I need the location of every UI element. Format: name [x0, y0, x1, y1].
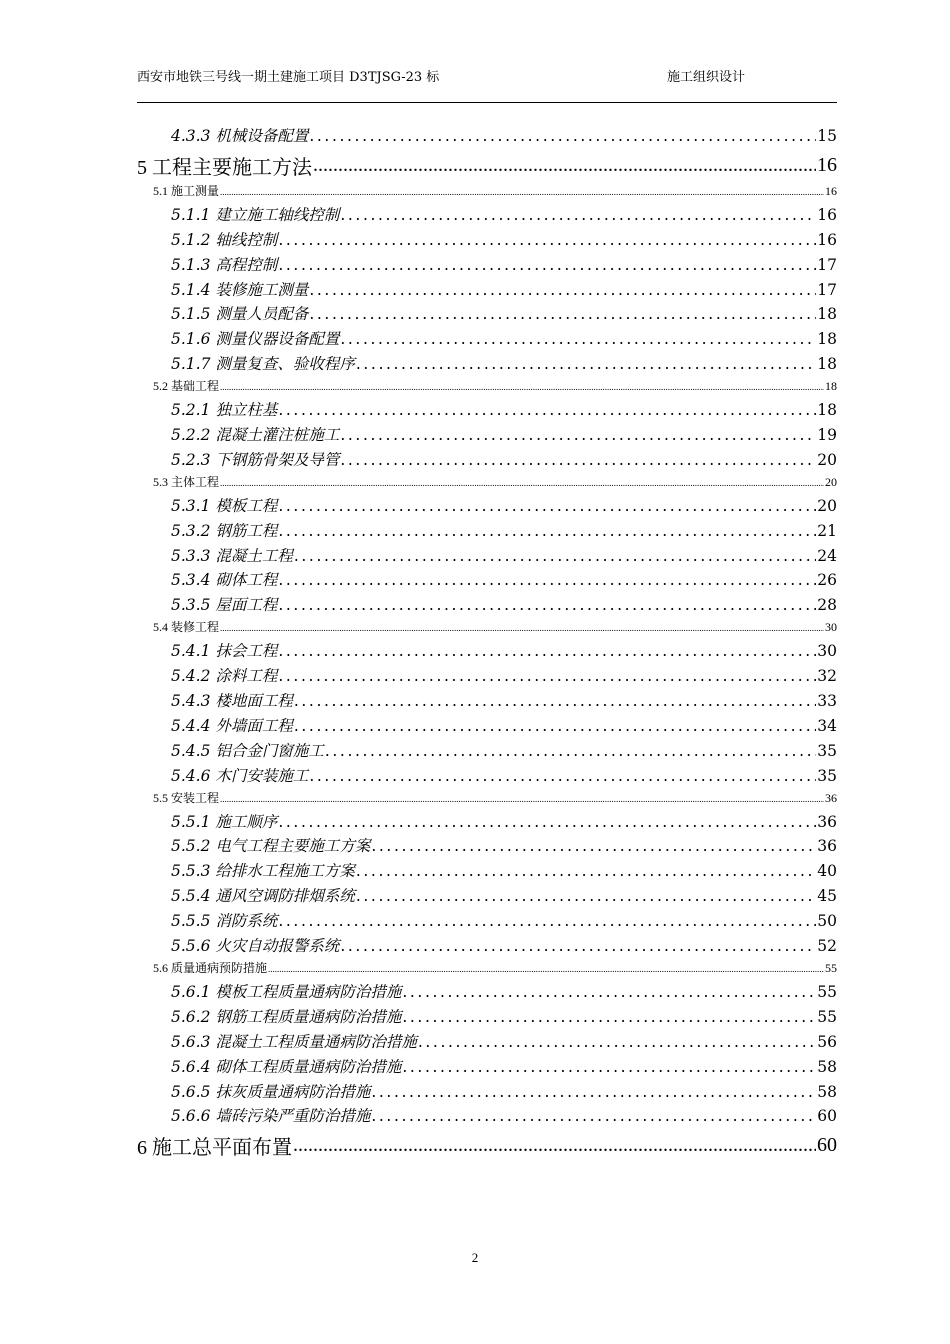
toc-entry-page: 16 [817, 205, 837, 224]
dot-leader [278, 596, 816, 614]
dot-leader [268, 964, 824, 974]
toc-entry-page: 17 [817, 280, 837, 299]
toc-entry-page: 58 [817, 1082, 837, 1101]
dot-leader [418, 1033, 816, 1051]
table-of-contents [137, 124, 837, 1162]
dot-leader [278, 667, 816, 685]
dot-leader [309, 127, 816, 145]
toc-entry-title: 5.3.4 砌体工程 [171, 571, 278, 590]
toc-subsection-link[interactable] [137, 1055, 837, 1080]
toc-entry-page: 56 [817, 1032, 837, 1051]
toc-entry-title: 5.1.3 高程控制 [171, 255, 278, 274]
toc-entry-title: 5.3 主体工程 [153, 474, 220, 489]
dot-leader [356, 862, 816, 880]
toc-section-link[interactable] [137, 473, 837, 494]
toc-entry-title: 5.5.3 给排水工程施工方案 [171, 862, 355, 881]
dot-leader [220, 382, 824, 392]
toc-subsection-link[interactable] [137, 352, 837, 377]
toc-subsection-link[interactable] [137, 664, 837, 689]
dot-leader [278, 497, 816, 515]
toc-entry-title: 5.1.5 测量人员配备 [171, 305, 309, 324]
toc-entry-page: 18 [817, 355, 837, 374]
dot-leader [278, 912, 816, 930]
toc-entry-page: 55 [825, 960, 837, 975]
toc-entry-page: 58 [817, 1057, 837, 1076]
toc-entry-page: 45 [817, 887, 837, 906]
toc-entry-title: 5.4.2 涂料工程 [171, 667, 278, 686]
toc-entry-title: 5.1.4 装修施工测量 [171, 280, 309, 299]
dot-leader [340, 206, 816, 224]
toc-entry-title: 5.5 安装工程 [153, 790, 220, 805]
dot-leader [220, 187, 824, 197]
toc-section-link[interactable] [137, 377, 837, 398]
dot-leader [325, 742, 816, 760]
toc-entry-title: 5.4.1 抹会工程 [171, 642, 278, 661]
toc-entry-title: 5.2 基础工程 [153, 379, 220, 394]
toc-subsection-link[interactable] [137, 689, 837, 714]
toc-entry-page: 55 [817, 982, 837, 1001]
toc-entry-page: 32 [817, 667, 837, 686]
toc-entry-page: 28 [817, 596, 837, 615]
toc-entry-page: 60 [817, 1107, 837, 1126]
toc-entry-title: 5.5.5 消防系统 [171, 912, 278, 931]
header-rule [137, 102, 837, 103]
toc-entry-title: 5.4.3 楼地面工程 [171, 692, 293, 711]
toc-subsection-link[interactable] [137, 980, 837, 1005]
dot-leader [340, 426, 816, 444]
toc-subsection-link[interactable] [137, 448, 837, 473]
toc-entry-title: 5.2.2 混凝土灌注桩施工 [171, 426, 340, 445]
toc-entry-title: 5.1.7 测量复查、验收程序 [171, 355, 355, 374]
toc-entry-page: 30 [825, 620, 837, 635]
toc-subsection-link[interactable] [137, 327, 837, 352]
toc-entry-page: 34 [817, 716, 837, 735]
toc-entry-page: 20 [817, 496, 837, 515]
toc-subsection-link[interactable] [137, 764, 837, 789]
toc-subsection-link[interactable] [137, 544, 837, 569]
toc-subsection-link[interactable] [137, 593, 837, 618]
toc-subsection-link[interactable] [137, 934, 837, 959]
toc-entry-page: 35 [817, 766, 837, 785]
dot-leader [220, 623, 824, 633]
toc-entry-page: 52 [817, 937, 837, 956]
toc-entry-title: 5.1.1 建立施工轴线控制 [171, 205, 340, 224]
dot-leader [278, 401, 816, 419]
toc-entry-title: 5.4.6 木门安装施工 [171, 766, 309, 785]
dot-leader [402, 1008, 816, 1026]
toc-entry-title: 5.6.4 砌体工程质量通病防治措施 [171, 1057, 402, 1076]
dot-leader [278, 522, 816, 540]
dot-leader [371, 1083, 816, 1101]
toc-entry-page: 36 [817, 837, 837, 856]
toc-entry-title: 5.6.3 混凝土工程质量通病防治措施 [171, 1032, 417, 1051]
toc-entry-title: 5.6 质量通病预防措施 [153, 960, 268, 975]
dot-leader [371, 1107, 816, 1125]
toc-subsection-link[interactable] [137, 302, 837, 327]
toc-entry-page: 16 [825, 183, 837, 198]
toc-subsection-link[interactable] [137, 834, 837, 859]
toc-entry-title: 5.6.5 抹灰质量通病防治措施 [171, 1082, 371, 1101]
toc-subsection-link[interactable] [137, 228, 837, 253]
toc-entry-page: 26 [817, 571, 837, 590]
dot-leader [278, 231, 816, 249]
toc-entry-title: 5.3.3 混凝土工程 [171, 546, 293, 565]
toc-subsection-link[interactable] [137, 810, 837, 835]
dot-leader [356, 887, 816, 905]
dot-leader [309, 767, 816, 785]
toc-subsection-link[interactable] [137, 568, 837, 593]
toc-subsection-link[interactable] [137, 859, 837, 884]
dot-leader [340, 451, 816, 469]
toc-subsection-link[interactable] [137, 423, 837, 448]
toc-entry-page: 21 [817, 521, 837, 540]
toc-subsection-link[interactable] [137, 519, 837, 544]
toc-subsection-link[interactable] [137, 1005, 837, 1030]
toc-entry-title: 5.1 施工测量 [153, 183, 220, 198]
toc-subsection-link[interactable] [137, 884, 837, 909]
toc-entry-page: 36 [825, 790, 837, 805]
toc-entry-page: 19 [817, 426, 837, 445]
toc-entry-title: 5.4 装修工程 [153, 620, 220, 635]
header-project-title: 西安市地铁三号线一期土建施工项目 D3TJSG-23 标 [137, 70, 440, 85]
toc-entry-page: 18 [825, 379, 837, 394]
dot-leader [371, 837, 816, 855]
toc-entry-page: 17 [817, 255, 837, 274]
dot-leader [356, 355, 816, 373]
toc-entry-title: 5.3.5 屋面工程 [171, 596, 278, 615]
toc-entry-title: 5.4.4 外墙面工程 [171, 716, 293, 735]
dot-leader [294, 547, 816, 565]
toc-entry-title: 5.3.1 模板工程 [171, 496, 278, 515]
toc-entry-title: 5 工程主要施工方法 [137, 156, 312, 179]
toc-subsection-link[interactable] [137, 739, 837, 764]
toc-entry-title: 6 施工总平面布置 [137, 1137, 292, 1160]
toc-entry-title: 5.3.2 钢筋工程 [171, 521, 278, 540]
toc-entry-page: 35 [817, 741, 837, 760]
dot-leader [278, 813, 816, 831]
dot-leader [220, 478, 824, 488]
toc-section-link[interactable] [137, 182, 837, 203]
toc-subsection-link[interactable] [137, 124, 837, 149]
toc-subsection-link[interactable] [137, 203, 837, 228]
toc-entry-title: 5.2.1 独立柱基 [171, 401, 278, 420]
dot-leader [309, 281, 816, 299]
dot-leader [402, 983, 816, 1001]
toc-entry-page: 20 [817, 450, 837, 469]
toc-entry-page: 15 [817, 127, 837, 145]
toc-entry-page: 55 [817, 1007, 837, 1026]
toc-subsection-link[interactable] [137, 1104, 837, 1129]
toc-entry-title: 5.6.2 钢筋工程质量通病防治措施 [171, 1007, 402, 1026]
toc-section-link[interactable] [137, 789, 837, 810]
header-document-type: 施工组织设计 [667, 70, 746, 85]
page-number: 2 [471, 1250, 479, 1265]
toc-chapter-link[interactable] [137, 1129, 837, 1162]
toc-entry-title: 5.2.3 下钢筋骨架及导管 [171, 450, 340, 469]
toc-entry-title: 4.3.3 机械设备配置 [171, 127, 309, 145]
toc-entry-page: 18 [817, 330, 837, 349]
toc-entry-title: 5.6.6 墙砖污染严重防治措施 [171, 1107, 371, 1126]
dot-leader [313, 154, 816, 177]
toc-entry-title: 5.5.2 电气工程主要施工方案 [171, 837, 371, 856]
toc-subsection-link[interactable] [137, 1080, 837, 1105]
toc-entry-page: 16 [817, 230, 837, 249]
toc-entry-title: 5.5.1 施工顺序 [171, 812, 278, 831]
toc-entry-page: 33 [817, 692, 837, 711]
toc-entry-title: 5.4.5 铝合金门窗施工 [171, 741, 324, 760]
toc-subsection-link[interactable] [137, 714, 837, 739]
dot-leader [340, 937, 816, 955]
dot-leader [293, 1134, 816, 1157]
dot-leader [309, 305, 816, 323]
dot-leader [294, 717, 816, 735]
toc-subsection-link[interactable] [137, 253, 837, 278]
toc-subsection-link[interactable] [137, 494, 837, 519]
toc-entry-title: 5.6.1 模板工程质量通病防治措施 [171, 982, 402, 1001]
dot-leader [278, 256, 816, 274]
dot-leader [294, 692, 816, 710]
toc-entry-page: 36 [817, 812, 837, 831]
toc-entry-page: 50 [817, 912, 837, 931]
toc-entry-page: 24 [817, 546, 837, 565]
dot-leader [278, 642, 816, 660]
toc-entry-page: 18 [817, 401, 837, 420]
toc-entry-page: 18 [817, 305, 837, 324]
dot-leader [278, 571, 816, 589]
toc-subsection-link[interactable] [137, 909, 837, 934]
toc-subsection-link[interactable] [137, 278, 837, 303]
toc-entry-page: 20 [825, 474, 837, 489]
toc-chapter-link[interactable] [137, 149, 837, 182]
page-header [137, 66, 837, 86]
toc-entry-page: 60 [817, 1134, 837, 1157]
toc-entry-page: 30 [817, 642, 837, 661]
dot-leader [340, 330, 816, 348]
toc-subsection-link[interactable] [137, 1030, 837, 1055]
toc-section-link[interactable] [137, 618, 837, 639]
toc-entry-title: 5.1.2 轴线控制 [171, 230, 278, 249]
toc-section-link[interactable] [137, 959, 837, 980]
toc-subsection-link[interactable] [137, 398, 837, 423]
dot-leader [220, 794, 824, 804]
toc-entry-page: 40 [817, 862, 837, 881]
dot-leader [402, 1058, 816, 1076]
toc-entry-page: 16 [817, 153, 837, 176]
toc-entry-title: 5.5.4 通风空调防排烟系统 [171, 887, 355, 906]
toc-entry-title: 5.5.6 火灾自动报警系统 [171, 937, 340, 956]
toc-entry-title: 5.1.6 测量仪器设备配置 [171, 330, 340, 349]
toc-subsection-link[interactable] [137, 639, 837, 664]
